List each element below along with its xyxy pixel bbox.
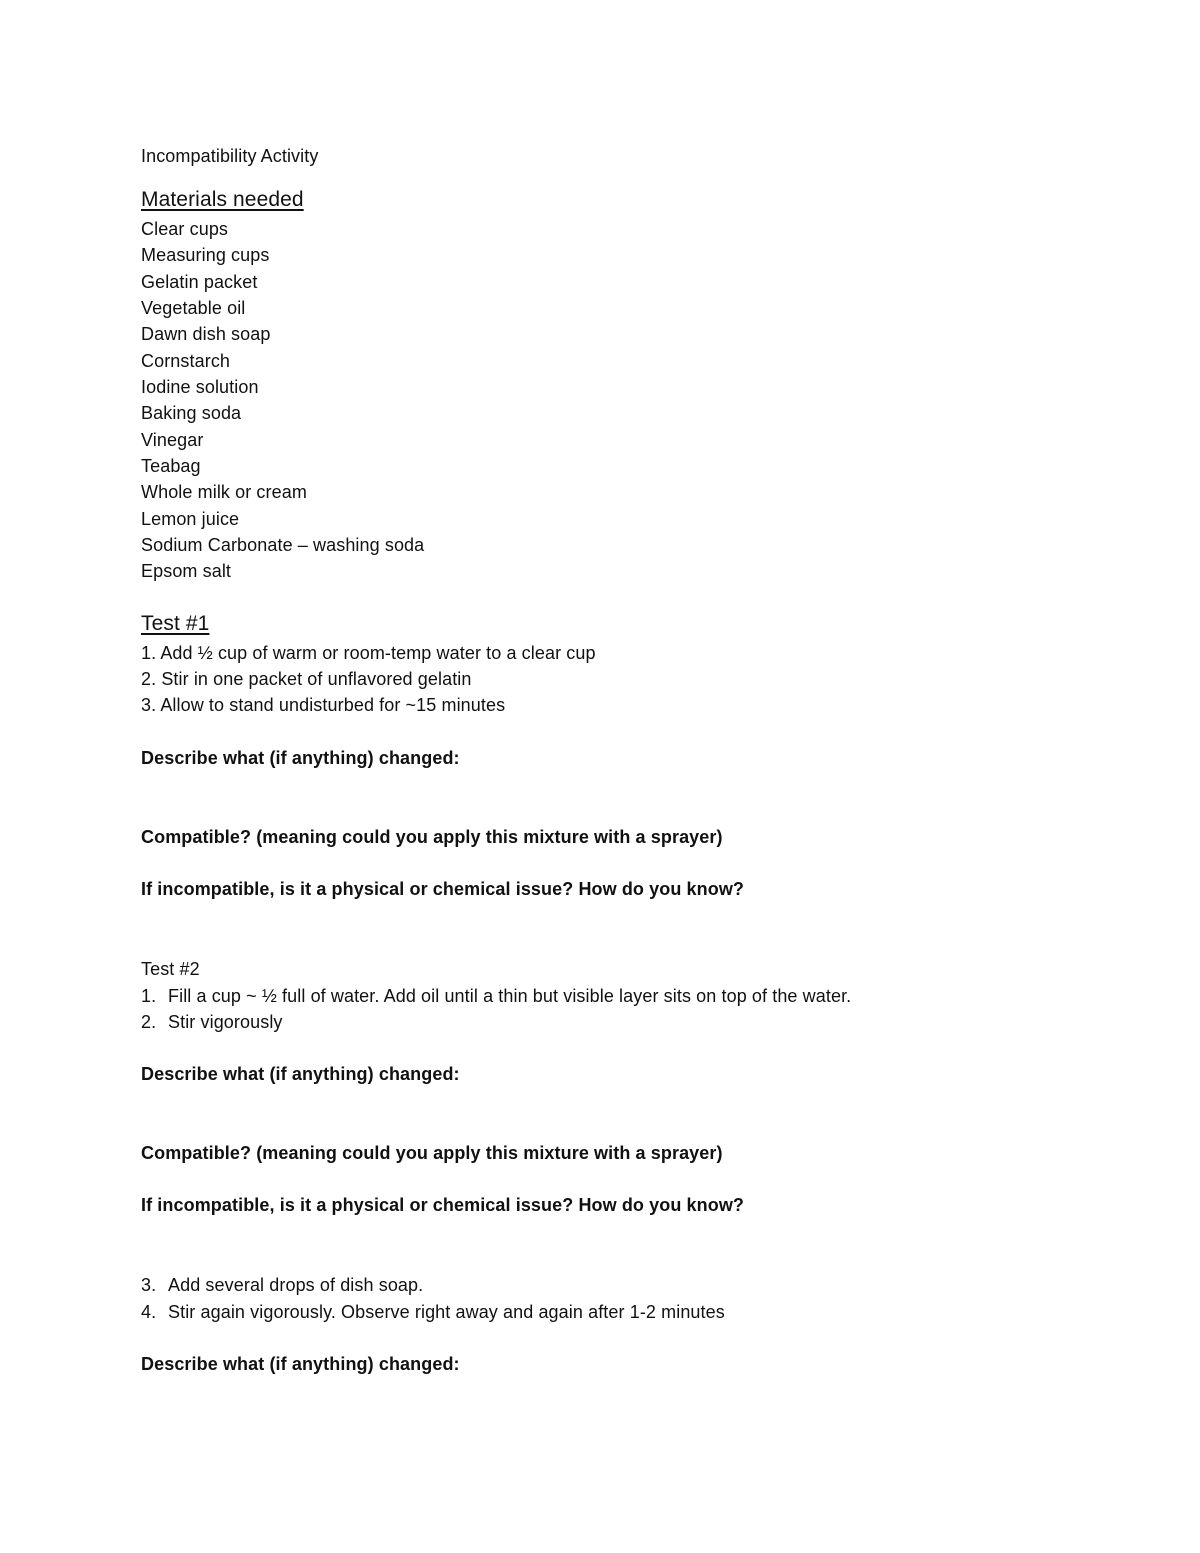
test1-step: 3. Allow to stand undisturbed for ~15 minutes	[141, 695, 506, 715]
test1-describe-question: Describe what (if anything) changed:	[141, 748, 460, 768]
step-number: 1.	[141, 986, 157, 1006]
materials-item: Sodium Carbonate – washing soda	[141, 535, 425, 555]
test1-issue-question: If incompatible, is it a physical or chemical issue? How do you know?	[141, 879, 745, 899]
test2-compatible-question: Compatible? (meaning could you apply this mixture with a sprayer)	[141, 1143, 723, 1163]
materials-item: Gelatin packet	[141, 272, 258, 292]
materials-item: Whole milk or cream	[141, 482, 307, 502]
test2-step	[141, 1301, 725, 1323]
materials-item: Lemon juice	[141, 509, 240, 529]
test2-step	[141, 985, 851, 1007]
step-text: Add several drops of dish soap.	[168, 1275, 424, 1295]
materials-item: Baking soda	[141, 403, 242, 423]
test1-step: 1. Add ½ cup of warm or room-temp water to a clear cup	[141, 643, 596, 663]
document-title: Incompatibility Activity	[141, 146, 319, 166]
test1-compatible-question: Compatible? (meaning could you apply this mixture with a sprayer)	[141, 827, 723, 847]
test1-step: 2. Stir in one packet of unflavored gelatin	[141, 669, 472, 689]
materials-item: Cornstarch	[141, 351, 231, 371]
materials-item: Teabag	[141, 456, 201, 476]
step-number: 3.	[141, 1275, 157, 1295]
step-text: Fill a cup ~ ½ full of water. Add oil until a thin but visible layer sits on top of the water.	[168, 986, 852, 1006]
test2-step	[141, 1011, 283, 1033]
materials-heading: Materials needed	[141, 188, 304, 211]
materials-item: Epsom salt	[141, 561, 232, 581]
test2-issue-question: If incompatible, is it a physical or chemical issue? How do you know?	[141, 1195, 745, 1215]
step-text: Stir again vigorously. Observe right away and again after 1-2 minutes	[168, 1302, 725, 1322]
materials-item: Vegetable oil	[141, 298, 246, 318]
step-number: 4.	[141, 1302, 157, 1322]
materials-item: Measuring cups	[141, 245, 270, 265]
test2-describe-question-2: Describe what (if anything) changed:	[141, 1354, 460, 1374]
materials-item: Dawn dish soap	[141, 324, 271, 344]
test2-describe-question: Describe what (if anything) changed:	[141, 1064, 460, 1084]
test2-heading: Test #2	[141, 959, 200, 979]
materials-item: Iodine solution	[141, 377, 259, 397]
materials-item: Vinegar	[141, 430, 204, 450]
step-text: Stir vigorously	[168, 1012, 283, 1032]
test1-heading: Test #1	[141, 612, 210, 635]
test2-step	[141, 1274, 423, 1296]
materials-item: Clear cups	[141, 219, 229, 239]
step-number: 2.	[141, 1012, 157, 1032]
